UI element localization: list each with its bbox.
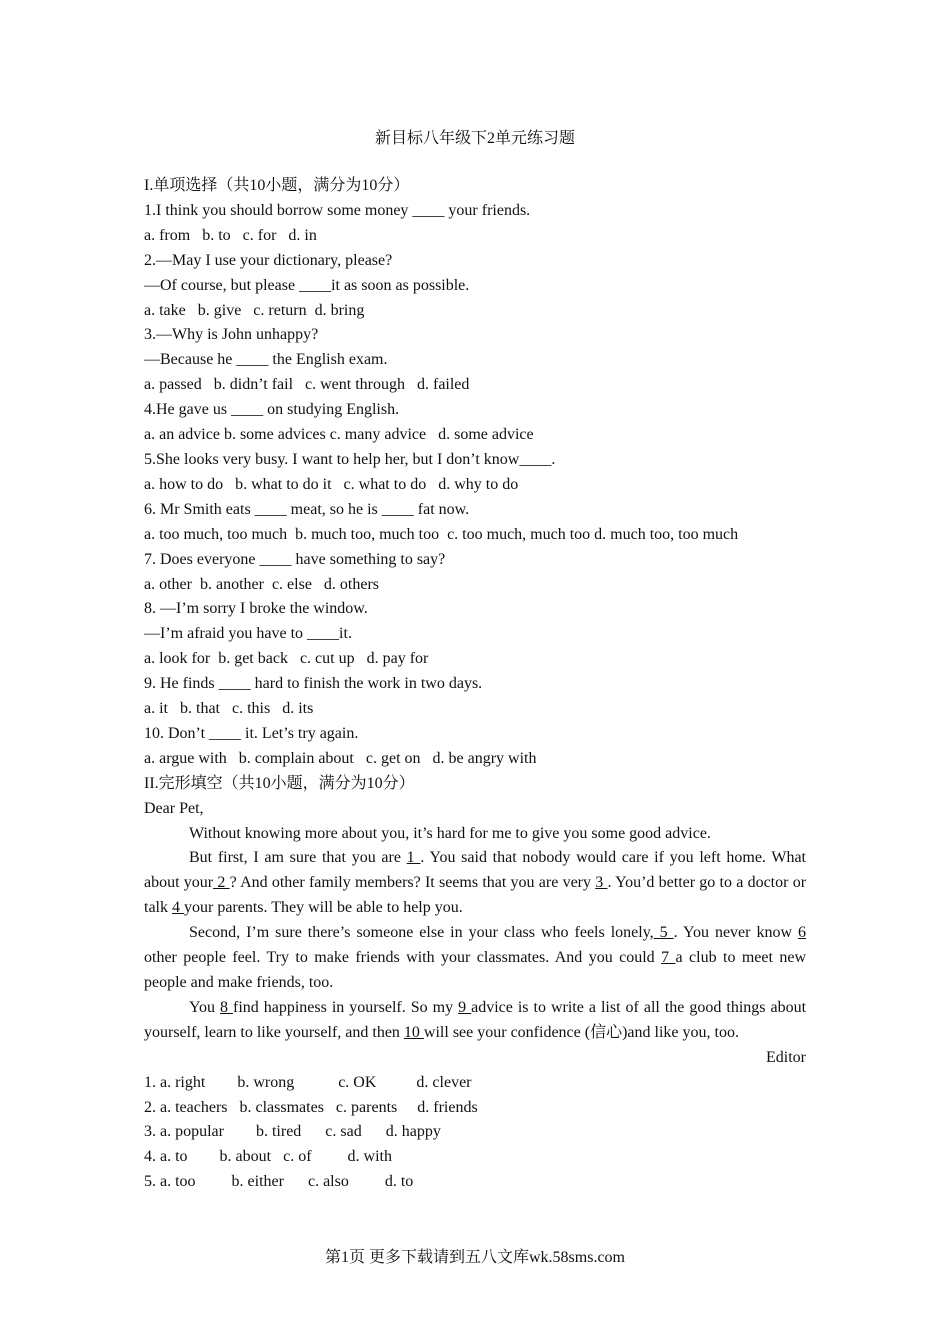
blank-8: 8 — [219, 998, 233, 1016]
s1-line: 2.—May I use your dictionary, please? — [144, 251, 393, 269]
section2-heading: II.完形填空（共10小题，满分为10分） — [144, 774, 415, 792]
blank-2: 2 — [213, 874, 230, 892]
s1-line: 3.—Why is John unhappy? — [144, 326, 319, 344]
s1-line: —Of course, but please ____it as soon as possible. — [144, 276, 470, 294]
blank-6: 6 — [798, 924, 807, 942]
section1-heading: I.单项选择（共10小题，满分为10分） — [144, 177, 410, 194]
s1-line: 10. Don’t ____ it. Let’s try again. — [144, 724, 359, 742]
s1-line: 4.He gave us ____ on studying English. — [144, 401, 400, 419]
s1-line: 9. He finds ____ hard to finish the work in two days. — [144, 675, 483, 693]
s1-line: 7. Does everyone ____ have something to say? — [144, 550, 446, 568]
cloze-options: 1. a. right b. wrong c. OK d. clever — [144, 1073, 472, 1091]
cloze-options: 3. a. popular b. tired c. sad d. happy — [144, 1123, 441, 1141]
letter-paragraph-4: You 8 find happiness in yourself. So my 9 advice is to write a list of all the good things about yourself, learn to like yourself, and then 10 will see your confidence (信心)and like you, too. — [144, 998, 807, 1041]
s1-line: a. look for b. get back c. cut up d. pay for — [144, 650, 429, 668]
letter-paragraph-1: Without knowing more about you, it’s hard for me to give you some good advice. — [189, 824, 711, 842]
s1-line: a. passed b. didn’t fail c. went through d. failed — [144, 376, 470, 394]
s1-line: 5.She looks very busy. I want to help her, but I don’t know____. — [144, 450, 556, 468]
s1-line: 6. Mr Smith eats ____ meat, so he is ____ fat now. — [144, 500, 470, 518]
s1-line: a. argue with b. complain about c. get on d. be angry with — [144, 749, 537, 767]
cloze-options: 4. a. to b. about c. of d. with — [144, 1148, 392, 1166]
s1-line: a. other b. another c. else d. others — [144, 575, 380, 593]
blank-7: 7 — [661, 949, 676, 967]
letter-salutation: Dear Pet, — [144, 799, 204, 817]
s1-line: 8. —I’m sorry I broke the window. — [144, 600, 368, 618]
cloze-options: 2. a. teachers b. classmates c. parents d. friends — [144, 1098, 478, 1116]
s1-line: —Because he ____ the English exam. — [144, 351, 388, 369]
s1-line: 1.I think you should borrow some money ____ your friends. — [144, 201, 531, 219]
blank-1: 1 — [406, 849, 421, 867]
cloze-options: 5. a. too b. either c. also d. to — [144, 1173, 414, 1191]
letter-paragraph-3: Second, I’m sure there’s someone else in your class who feels lonely, 5 . You never know 6 other people feel. Try to make friends with your classmates. And you could 7 a club to meet new people and make friends, too. — [144, 924, 807, 991]
s1-line: —I’m afraid you have to ____it. — [144, 625, 352, 643]
blank-10: 10 — [403, 1023, 424, 1041]
blank-4: 4 — [172, 899, 184, 917]
blank-3: 3 — [595, 874, 608, 892]
page-title: 新目标八年级下2单元练习题 — [374, 130, 575, 147]
blank-5: 5 — [653, 924, 674, 942]
page-footer: 第1页 更多下载请到五八文库wk.58sms.com — [324, 1249, 625, 1266]
s1-line: a. how to do b. what to do it c. what to do d. why to do — [144, 475, 519, 493]
s1-line: a. from b. to c. for d. in — [144, 226, 317, 244]
s1-line: a. an advice b. some advices c. many advice d. some advice — [144, 426, 534, 444]
blank-9: 9 — [458, 998, 472, 1016]
letter-paragraph-2: But first, I am sure that you are 1 . You said that nobody would care if you left home. What about your 2 ? And other family members? It seems that you are very 3 . You’d better go to a doctor or talk 4 your parents. They will be able to help you. — [144, 849, 807, 917]
s1-line: a. it b. that c. this d. its — [144, 700, 314, 718]
document-body — [144, 174, 806, 1195]
s1-line: a. take b. give c. return d. bring — [144, 301, 365, 319]
letter-signature: Editor — [766, 1048, 806, 1066]
s1-line: a. too much, too much b. much too, much too c. too much, much too d. much too, too much — [144, 525, 739, 543]
